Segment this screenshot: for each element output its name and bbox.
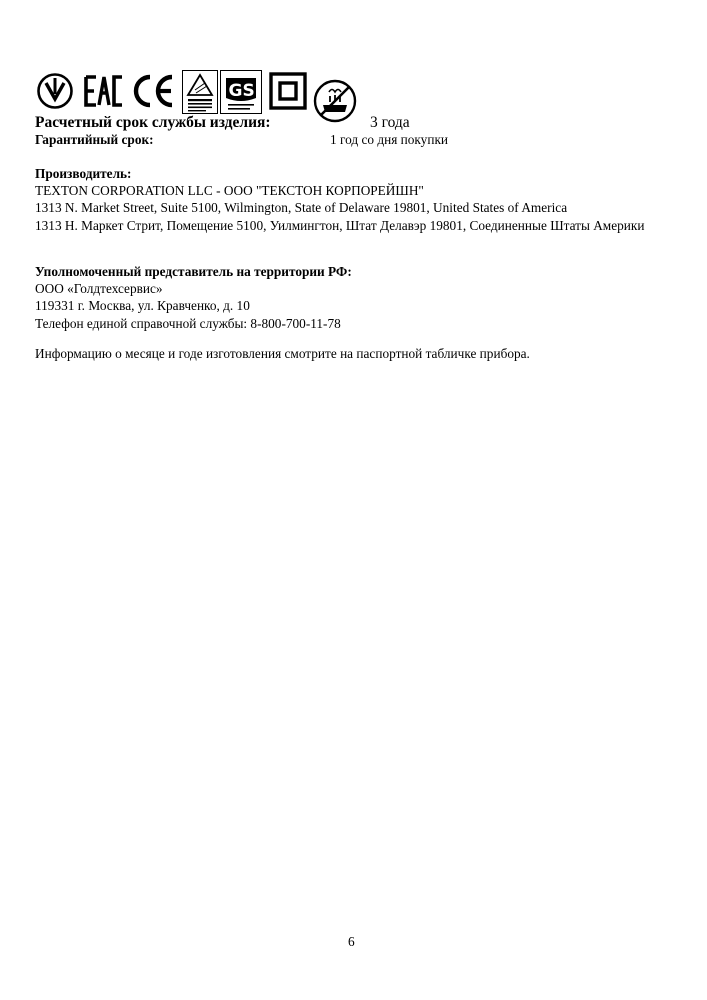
manufacturer-heading: Производитель: xyxy=(35,166,132,181)
manufacturer-address-ru: 1313 Н. Маркет Стрит, Помещение 5100, Уилмингтон, Штат Делавэр 19801, Соединенные Штаты Америки xyxy=(35,217,645,233)
manufacture-date-note: Информацию о месяце и годе изготовления смотрите на паспортной табличке прибора. xyxy=(35,346,530,361)
uz-conformity-mark-icon xyxy=(36,72,74,110)
eac-mark-icon xyxy=(84,75,124,107)
tuv-certified-icon xyxy=(182,70,218,114)
svg-text:GS: GS xyxy=(228,81,255,101)
service-life-value: 3 года xyxy=(370,114,410,131)
representative-address: 119331 г. Москва, ул. Кравченко, д. 10 xyxy=(35,298,250,314)
warranty-label: Гарантийный срок: xyxy=(35,132,154,147)
manufacturer-address-en: 1313 N. Market Street, Suite 5100, Wilmington, State of Delaware 19801, United States of America xyxy=(35,200,568,216)
representative-heading: Уполномоченный представитель на территории РФ: xyxy=(35,264,352,279)
warranty-value: 1 год со дня покупки xyxy=(330,132,449,147)
manufacturer-section xyxy=(35,165,655,234)
not-dishwasher-safe-icon xyxy=(312,78,358,124)
ce-mark-icon xyxy=(130,73,176,109)
manufacturer-name: TEXTON CORPORATION LLC - ООО "ТЕКСТОН КОРПОРЕЙШН" xyxy=(35,183,424,199)
double-insulation-icon xyxy=(269,72,307,110)
representative-phone: Телефон единой справочной службы: 8-800-700-11-78 xyxy=(35,315,341,331)
representative-section xyxy=(35,263,655,332)
representative-name: ООО «Голдтехсервис» xyxy=(35,281,163,297)
certification-marks xyxy=(36,68,366,118)
page-number: 6 xyxy=(348,934,355,949)
service-life-label: Расчетный срок службы изделия: xyxy=(35,114,271,131)
gs-geprufte-sicherheit-icon xyxy=(220,70,262,114)
